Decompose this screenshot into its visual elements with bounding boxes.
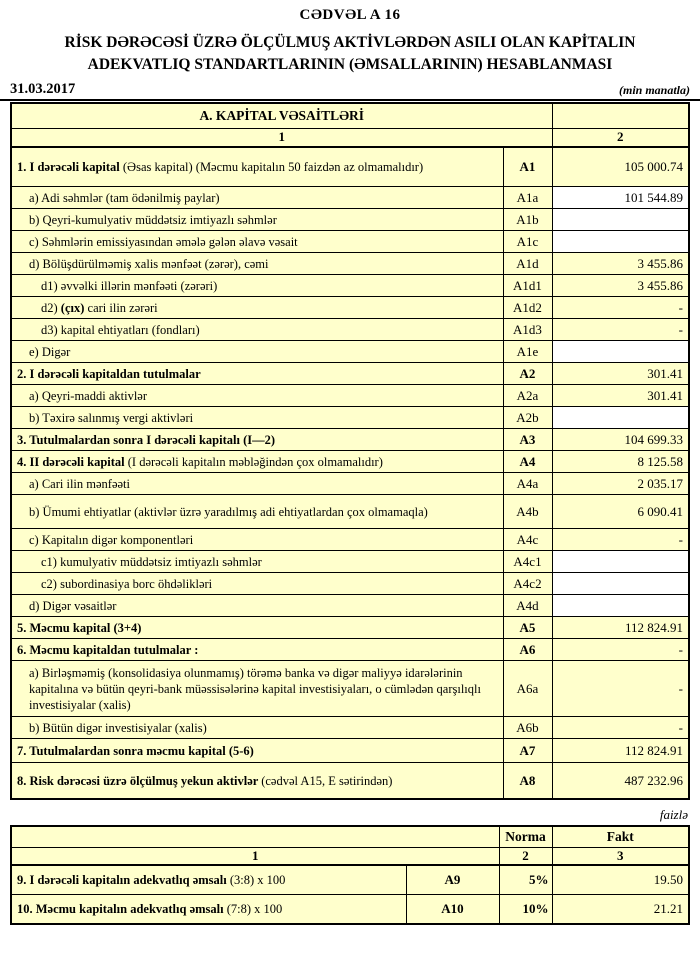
row-value: 3 455.86 — [552, 275, 689, 297]
adequacy-table — [10, 825, 690, 925]
row-label — [11, 451, 503, 473]
row-value: - — [552, 661, 689, 717]
adequacy-column-number-row — [11, 847, 689, 865]
label-emphasis: 4. II dərəcəli kapital — [17, 454, 128, 469]
label-emphasis: 3. Tutulmalardan sonra I dərəcəli kapitalı (I—2) — [17, 432, 276, 447]
table-row — [11, 451, 689, 473]
row-label — [11, 429, 503, 451]
row-value: 112 824.91 — [552, 739, 689, 763]
row-fakt-value: 19.50 — [552, 865, 689, 895]
row-label — [11, 341, 503, 363]
row-code: A10 — [406, 894, 499, 924]
label-text: (7:8) x 100 — [226, 901, 283, 916]
capital-table-body — [11, 147, 689, 799]
row-code: A2a — [503, 385, 552, 407]
fakt-column-number: 3 — [552, 847, 689, 865]
row-value — [552, 573, 689, 595]
row-code: A6 — [503, 639, 552, 661]
label-text: b) Təxirə salınmış vergi aktivləri — [29, 410, 194, 425]
row-label — [11, 865, 406, 895]
row-norma-value: 10% — [499, 894, 552, 924]
row-code: A2b — [503, 407, 552, 429]
row-code: A1 — [503, 147, 552, 187]
row-label — [11, 253, 503, 275]
label-text: d) Digər vəsaitlər — [29, 598, 117, 613]
row-label — [11, 529, 503, 551]
row-value: 101 544.89 — [552, 187, 689, 209]
table-row — [11, 297, 689, 319]
row-code: A4c — [503, 529, 552, 551]
table-row — [11, 209, 689, 231]
row-label — [11, 187, 503, 209]
row-code: A4a — [503, 473, 552, 495]
row-value: - — [552, 319, 689, 341]
row-label — [11, 573, 503, 595]
row-norma-value: 5% — [499, 865, 552, 895]
row-value: 301.41 — [552, 363, 689, 385]
document-header — [0, 0, 700, 101]
header-divider — [0, 99, 700, 101]
row-value: - — [552, 717, 689, 739]
row-value: - — [552, 639, 689, 661]
value-column-number: 2 — [552, 128, 689, 147]
table-number: CƏDVƏL A 16 — [299, 7, 401, 23]
row-value: 105 000.74 — [552, 147, 689, 187]
percent-unit-note: faizlə — [659, 806, 688, 822]
label-text: a) Adi səhmlər (tam ödənilmiş paylar) — [29, 190, 220, 205]
table-row — [11, 865, 689, 895]
table-row — [11, 617, 689, 639]
label-column-number: 1 — [11, 847, 499, 865]
table-row — [11, 275, 689, 297]
capital-table — [10, 102, 690, 800]
table-row — [11, 894, 689, 924]
label-emphasis: 10. Məcmu kapitalın adekvatlıq əmsalı — [17, 901, 227, 916]
row-label — [11, 275, 503, 297]
row-value — [552, 551, 689, 573]
row-value — [552, 407, 689, 429]
norma-column-header: Norma — [499, 826, 552, 848]
fakt-column-header: Fakt — [552, 826, 689, 848]
row-label — [11, 617, 503, 639]
row-value: 8 125.58 — [552, 451, 689, 473]
row-label — [11, 495, 503, 529]
row-label — [11, 407, 503, 429]
row-code: A2 — [503, 363, 552, 385]
label-text: b) Ümumi ehtiyatlar (aktivlər üzrə yaradılmış adi ehtiyatlardan çox olmamaqla) — [29, 504, 428, 519]
row-label — [11, 739, 503, 763]
row-value — [552, 209, 689, 231]
row-code: A4c1 — [503, 551, 552, 573]
row-code: A1d1 — [503, 275, 552, 297]
table-row — [11, 529, 689, 551]
row-label — [11, 147, 503, 187]
column-number-row — [11, 128, 689, 147]
row-code: A1e — [503, 341, 552, 363]
table-row — [11, 573, 689, 595]
row-value: - — [552, 297, 689, 319]
row-label — [11, 385, 503, 407]
row-label — [11, 639, 503, 661]
row-label — [11, 595, 503, 617]
row-code: A8 — [503, 763, 552, 799]
row-code: A4c2 — [503, 573, 552, 595]
label-text: (cədvəl A15, E sətirindən) — [261, 773, 393, 788]
table-row — [11, 319, 689, 341]
label-text: (Əsas kapital) (Məcmu kapitalın 50 faizdən az olmamalıdır) — [122, 160, 424, 175]
row-value: 301.41 — [552, 385, 689, 407]
label-emphasis: (çıx) — [60, 300, 85, 315]
table-row — [11, 363, 689, 385]
table-row — [11, 407, 689, 429]
label-emphasis: 7. Tutulmalardan sonra məcmu kapital (5-6) — [17, 743, 254, 758]
label-text: a) Cari ilin mənfəəti — [29, 476, 131, 491]
label-text: c) Kapitalın digər komponentləri — [29, 532, 194, 547]
table-row — [11, 639, 689, 661]
row-label — [11, 894, 406, 924]
row-value: 104 699.33 — [552, 429, 689, 451]
row-value: 2 035.17 — [552, 473, 689, 495]
row-code: A5 — [503, 617, 552, 639]
table-row — [11, 739, 689, 763]
label-text: b) Bütün digər investisiyalar (xalis) — [29, 720, 207, 735]
row-value: 487 232.96 — [552, 763, 689, 799]
row-label — [11, 363, 503, 385]
row-code: A1d — [503, 253, 552, 275]
label-text: d1) əvvəlki illərin mənfəəti (zərəri) — [41, 278, 218, 293]
table-row — [11, 187, 689, 209]
document-title-line2: ADEKVATLIQ STANDARTLARININ (ƏMSALLARININ) HESABLANMASI — [87, 56, 613, 74]
row-code: A4 — [503, 451, 552, 473]
row-code: A1a — [503, 187, 552, 209]
label-emphasis: 8. Risk dərəcəsi üzrə ölçülmuş yekun aktivlər — [17, 773, 262, 788]
row-code: A1d3 — [503, 319, 552, 341]
row-code: A6b — [503, 717, 552, 739]
label-text: cari ilin zərəri — [84, 300, 158, 315]
label-emphasis: 6. Məcmu kapitaldan tutulmalar : — [17, 642, 199, 657]
empty-corner-cell — [11, 826, 499, 848]
table-row — [11, 253, 689, 275]
row-label — [11, 209, 503, 231]
row-code: A3 — [503, 429, 552, 451]
label-text: c1) kumulyativ müddətsiz imtiyazlı səhmlər — [41, 554, 262, 569]
table-row — [11, 717, 689, 739]
row-value — [552, 595, 689, 617]
label-text: c2) subordinasiya borc öhdəlikləri — [41, 576, 213, 591]
table-row — [11, 551, 689, 573]
row-value: 6 090.41 — [552, 495, 689, 529]
row-code: A9 — [406, 865, 499, 895]
adequacy-header-row — [11, 826, 689, 848]
label-text: c) Səhmlərin emissiyasından əmələ gələn əlavə vəsait — [29, 234, 298, 249]
table-row — [11, 495, 689, 529]
row-label — [11, 231, 503, 253]
row-value: - — [552, 529, 689, 551]
row-code: A1c — [503, 231, 552, 253]
label-emphasis: 1. I dərəcəli kapital — [17, 160, 123, 175]
row-value — [552, 341, 689, 363]
section-header-row — [11, 103, 689, 129]
label-text: d2) — [41, 300, 61, 315]
row-label — [11, 551, 503, 573]
row-label — [11, 319, 503, 341]
row-value: 112 824.91 — [552, 617, 689, 639]
table-row — [11, 661, 689, 717]
row-code: A1b — [503, 209, 552, 231]
table-row — [11, 147, 689, 187]
row-label — [11, 297, 503, 319]
table-row — [11, 595, 689, 617]
row-value: 3 455.86 — [552, 253, 689, 275]
label-text: d3) kapital ehtiyatları (fondları) — [41, 322, 200, 337]
table-row — [11, 341, 689, 363]
row-code: A1d2 — [503, 297, 552, 319]
document-title-line1: RİSK DƏRƏCƏSİ ÜZRƏ ÖLÇÜLMUŞ AKTİVLƏRDƏN ASILI OLAN KAPİTALIN — [64, 34, 636, 51]
unit-note: (min manatla) — [618, 82, 690, 97]
row-fakt-value: 21.21 — [552, 894, 689, 924]
section-title: A. KAPİTAL VƏSAİTLƏRİ — [11, 103, 552, 129]
label-emphasis: 2. I dərəcəli kapitaldan tutulmalar — [17, 366, 201, 381]
table-row — [11, 473, 689, 495]
row-code: A7 — [503, 739, 552, 763]
label-emphasis: 9. I dərəcəli kapitalın adekvatlıq əmsalı — [17, 872, 230, 887]
row-label — [11, 763, 503, 799]
meta-row — [0, 77, 700, 98]
label-text: (I dərəcəli kapitalın məbləğindən çox olmamalıdır) — [127, 454, 383, 469]
label-text: e) Digər — [29, 344, 71, 359]
row-value — [552, 231, 689, 253]
row-code: A6a — [503, 661, 552, 717]
row-label — [11, 661, 503, 717]
row-label — [11, 473, 503, 495]
label-text: a) Birləşməmiş (konsolidasiya olunmamış) törəmə banka və digər maliyyə idarələrinin kapitalına və bütün qeyri-bank müəssisələrinə kapital investisiyaları, o cümlədən qarşılıqlı investisiyalar (xalis) — [29, 665, 481, 712]
table-row — [11, 231, 689, 253]
document-title — [0, 32, 700, 77]
row-label — [11, 717, 503, 739]
adequacy-table-body — [11, 865, 689, 924]
row-code: A4d — [503, 595, 552, 617]
table-row — [11, 429, 689, 451]
label-text: b) Qeyri-kumulyativ müddətsiz imtiyazlı səhmlər — [29, 212, 277, 227]
table-row — [11, 385, 689, 407]
label-emphasis: 5. Məcmu kapital (3+4) — [17, 620, 142, 635]
row-code: A4b — [503, 495, 552, 529]
label-text: d) Bölüşdürülməmiş xalis mənfəət (zərər), cəmi — [29, 256, 269, 271]
label-text: a) Qeyri-maddi aktivlər — [29, 388, 148, 403]
label-text: (3:8) x 100 — [229, 872, 286, 887]
label-column-number: 1 — [11, 128, 552, 147]
value-column-header-empty — [552, 103, 689, 129]
norma-column-number: 2 — [499, 847, 552, 865]
report-date: 31.03.2017 — [10, 80, 76, 97]
table-row — [11, 763, 689, 799]
